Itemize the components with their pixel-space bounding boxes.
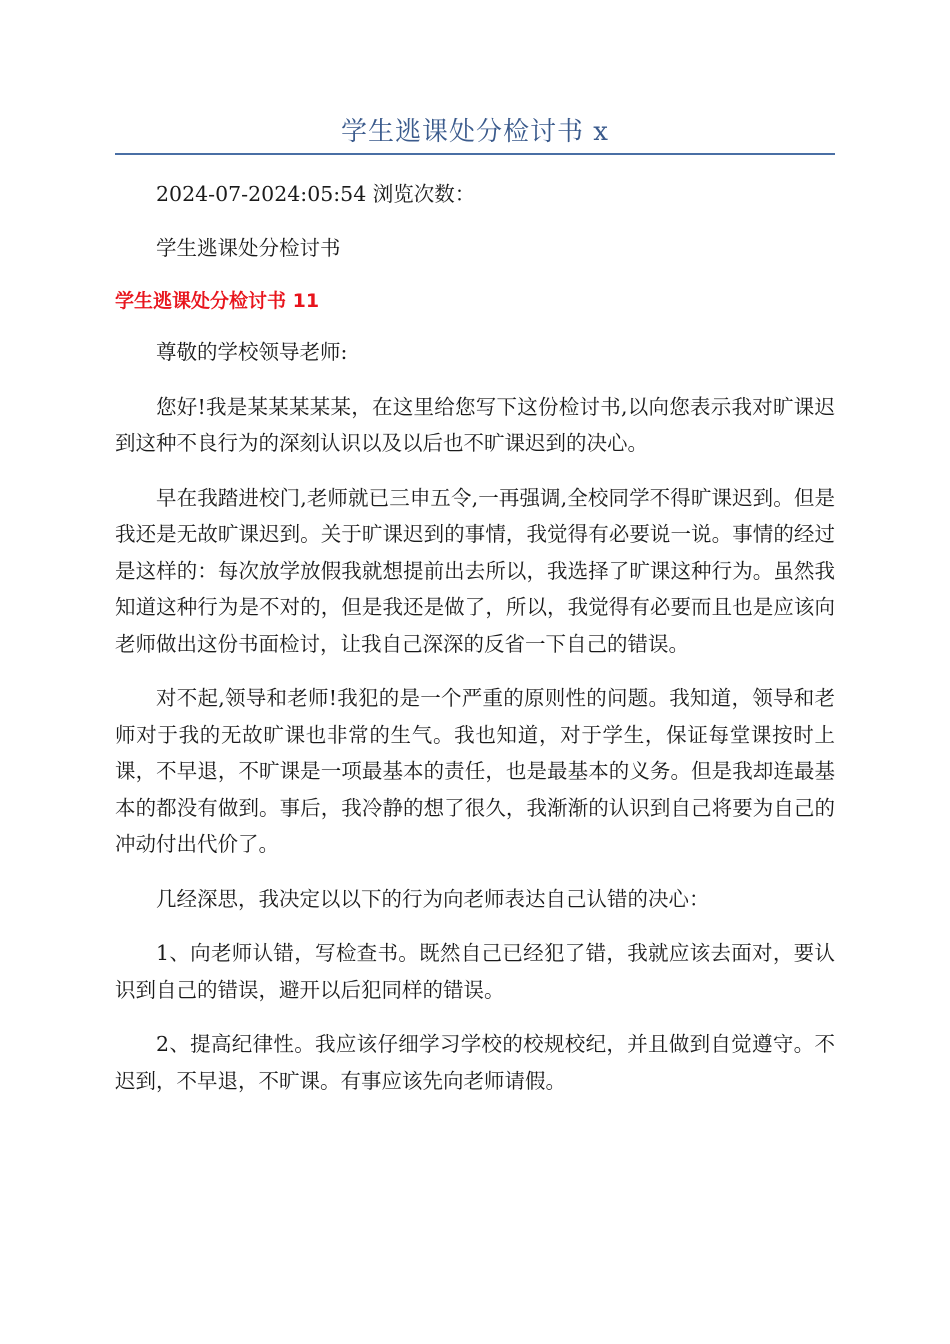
paragraph-5: 1、向老师认错，写检查书。既然自己已经犯了错，我就应该去面对，要认识到自己的错误，避开以后犯同样的错误。 [115,941,835,1002]
paragraph-6: 2、提高纪律性。我应该仔细学习学校的校规校纪，并且做到自觉遵守。不迟到，不早退，不旷课。有事应该先向老师请假。 [115,1032,835,1093]
document-body [115,176,835,1117]
salutation: 尊敬的学校领导老师: [156,340,348,364]
paragraph-2: 早在我踏进校门,老师就已三申五令,一再强调,全校同学不得旷课迟到。但是我还是无故旷课迟到。关于旷课迟到的事情，我觉得有必要说一说。事情的经过是这样的：每次放学放假我就想提前出去所以，我选择了旷课这种行为。虽然我知道这种行为是不对的，但是我还是做了，所以，我觉得有必要而且也是应该向老师做出这份书面检讨，让我自己深深的反省一下自己的错误。 [115,485,835,656]
publish-meta: 2024-07-2024:05:54 浏览次数： [156,182,476,206]
section-heading: 学生逃课处分检讨书 11 [115,290,320,312]
document-title: 学生逃课处分检讨书 x [341,117,609,147]
paragraph-4: 几经深思，我决定以以下的行为向老师表达自己认错的决心： [156,886,710,911]
paragraph-3: 对不起,领导和老师!我犯的是一个严重的原则性的问题。我知道，领导和老师对于我的无故旷课也非常的生气。我也知道，对于学生，保证每堂课按时上课，不早退，不旷课是一项最基本的责任，也是最基本的义务。但是我却连最基本的都没有做到。事后，我冷静的想了很久，我渐渐的认识到自己将要为自己的冲动付出代价了。 [115,686,835,856]
title-divider [115,153,835,155]
paragraph-1: 您好!我是某某某某某，在这里给您写下这份检讨书,以向您表示我对旷课迟到这种不良行为的深刻认识以及以后也不旷课迟到的决心。 [115,394,835,455]
intro-line: 学生逃课处分检讨书 [156,235,341,260]
